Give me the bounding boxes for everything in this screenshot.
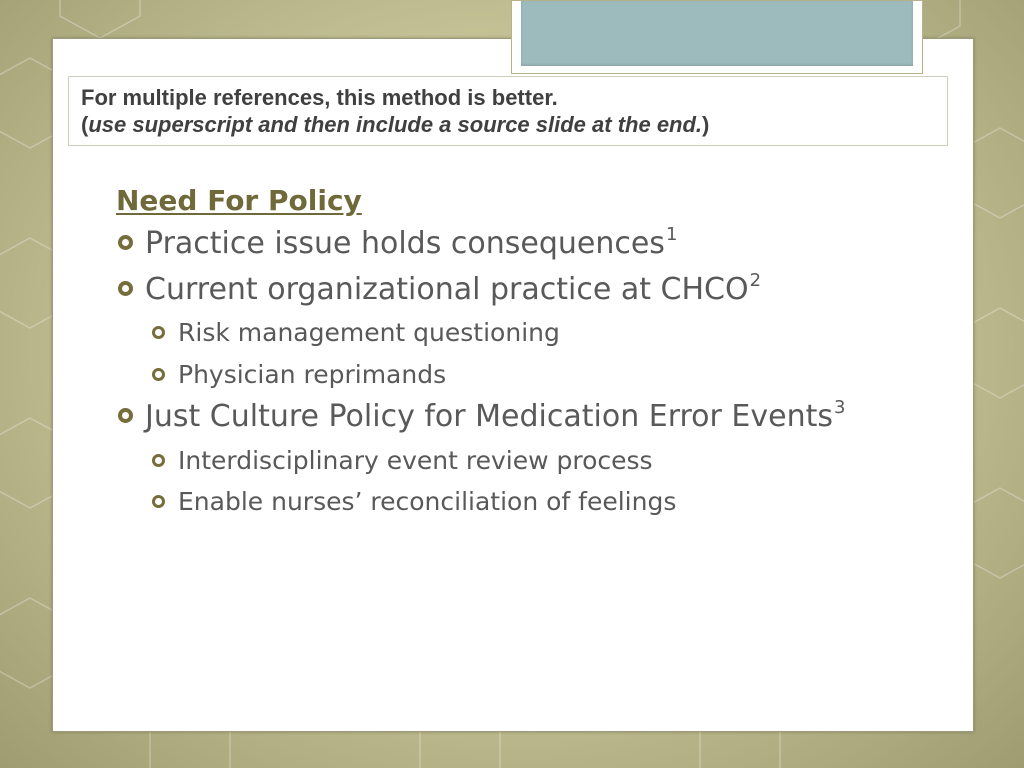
subtitle-open-paren: ( xyxy=(81,112,89,137)
bullet-item-level2 xyxy=(152,360,446,389)
section-heading: Need For Policy xyxy=(116,184,362,217)
circle-bullet-icon xyxy=(152,368,165,381)
circle-bullet-icon xyxy=(152,454,165,467)
superscript-reference: 1 xyxy=(665,224,678,245)
bullet-item-level2 xyxy=(152,446,653,475)
circle-bullet-icon xyxy=(118,408,133,423)
bullet-item-level1 xyxy=(118,399,845,434)
circle-bullet-icon xyxy=(152,326,165,339)
superscript-reference: 3 xyxy=(833,397,846,418)
bullet-text: Practice issue holds consequences xyxy=(145,226,665,261)
bullet-item-level1 xyxy=(118,226,677,261)
bullet-item-level2 xyxy=(152,318,560,347)
superscript-reference: 2 xyxy=(749,270,762,291)
bullet-text: Risk management questioning xyxy=(178,318,560,347)
bullet-text: Enable nurses’ reconciliation of feelings xyxy=(178,487,677,516)
bullet-item-level1 xyxy=(118,272,761,307)
bullet-text: Physician reprimands xyxy=(178,360,447,389)
bullet-text: Just Culture Policy for Medication Error Events xyxy=(145,399,833,434)
circle-bullet-icon xyxy=(118,281,133,296)
subtitle-close-paren: ) xyxy=(702,112,710,137)
slide-title: For multiple references, this method is better. xyxy=(81,85,558,110)
circle-bullet-icon xyxy=(152,495,165,508)
bullet-text: Interdisciplinary event review process xyxy=(178,446,653,475)
circle-bullet-icon xyxy=(118,235,133,250)
bullet-item-level2 xyxy=(152,487,676,516)
bullet-text: Current organizational practice at CHCO xyxy=(145,272,749,307)
subtitle-italic-text: use superscript and then include a source slide at the end. xyxy=(88,112,703,137)
